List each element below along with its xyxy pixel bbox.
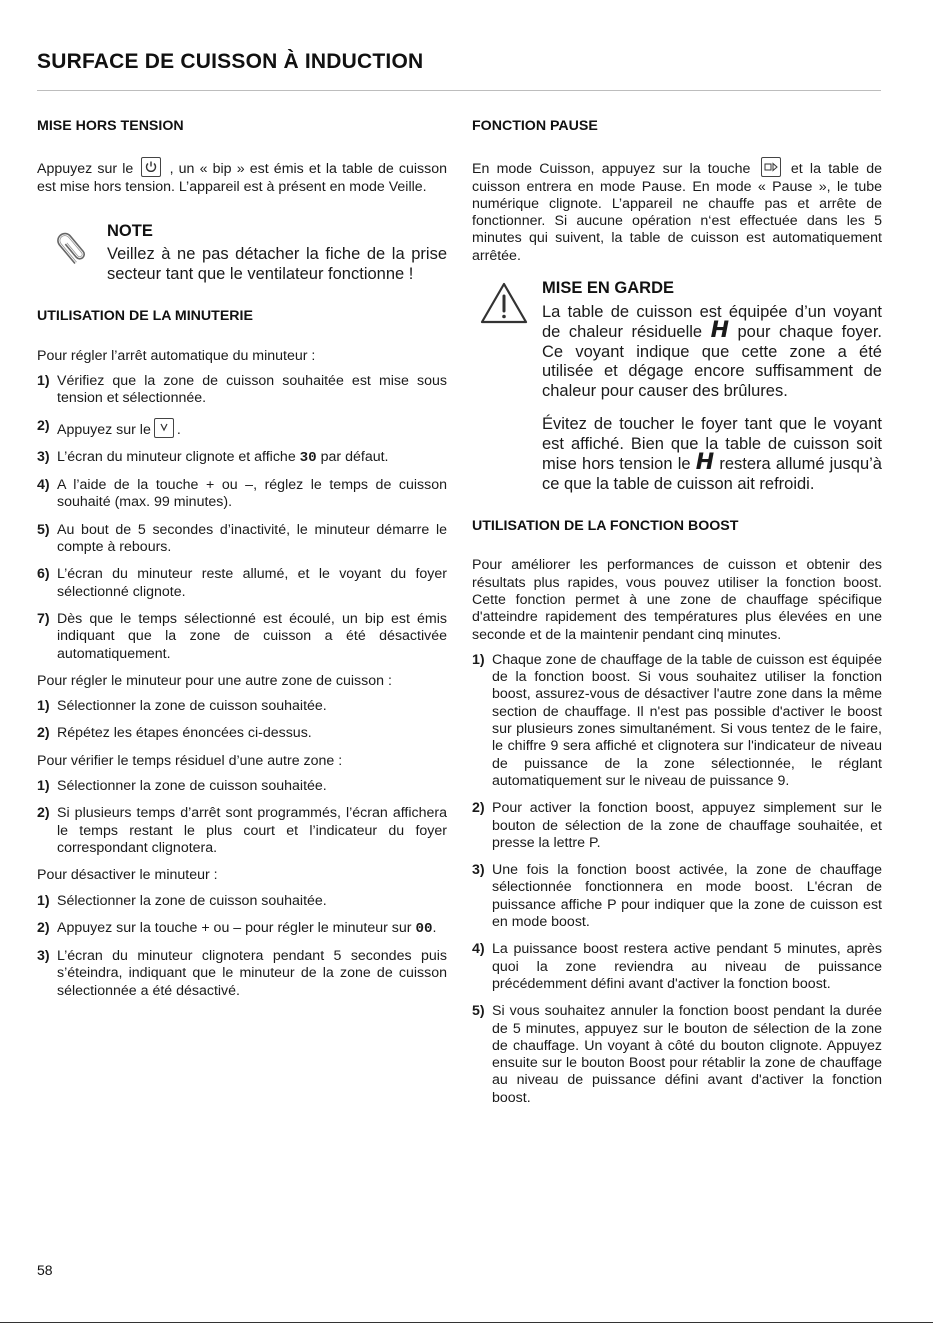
pause-text-after: et la table de cuisson entrera en mode Pause. En mode « Pause », le tube numérique clignote. L’appareil ne chauffe pas et arrête de fonctionner. Si aucune opération n‘est effectuée dans les 5 minutes qui suivent, la table de cuisson est automatiquement arrêtée. bbox=[472, 161, 882, 264]
display-code: 30 bbox=[299, 449, 317, 466]
step-text: Chaque zone de chauffage de la table de cuisson est équipée de la fonction boost. Si vous souhaitez utiliser la fonction boost, assurez-vous de désactiver l'autre zone dans la même section de chauffage. Il n'est pas possible d'activer le boost sur plusieurs zones simultanément. Si vous tentez de le faire, le chiffre 9 sera affiché et clignotera sur l'indicateur de niveau de puissance de la zone sélectionnée, le réglant automatiquement sur le niveau de puissance 9. bbox=[492, 651, 882, 789]
step-text-end: . bbox=[176, 421, 181, 438]
step-text: Si vous souhaitez annuler la fonction boost pendant la durée de 5 minutes, appuyez sur le bouton de sélection de la zone de chauffage. Un voyant à côté du bouton clignote. Appuyez ensuite sur le bouton Boost pour rétablir la zone de chauffage au niveau de puissance défini avant d'activer la fonction boost. bbox=[492, 1003, 882, 1106]
display-code: 00 bbox=[415, 920, 433, 937]
step-number: 1) bbox=[37, 698, 50, 715]
list-item bbox=[37, 449, 447, 467]
list-item bbox=[37, 373, 447, 408]
timer-intro: Pour régler l’arrêt automatique du minuteur : bbox=[37, 347, 316, 364]
pause-text bbox=[472, 157, 882, 265]
power-off-heading: MISE HORS TENSION bbox=[37, 118, 184, 134]
step-number: 3) bbox=[37, 448, 50, 465]
step-number: 2) bbox=[37, 919, 50, 936]
pause-heading: FONCTION PAUSE bbox=[472, 118, 598, 134]
power-key-icon bbox=[141, 157, 161, 177]
note-callout bbox=[37, 222, 447, 285]
warning-paragraph-2 bbox=[542, 415, 882, 494]
power-off-text-before: Appuyez sur le bbox=[37, 161, 134, 178]
step-text: Si plusieurs temps d’arrêt sont programmés, l’écran affichera le temps restant le plus court et l’indicateur du foyer correspondant clignotera. bbox=[57, 805, 447, 856]
step-number: 7) bbox=[37, 610, 50, 627]
list-item bbox=[472, 941, 882, 993]
pause-key-icon bbox=[761, 157, 781, 177]
residual-heat-glyph: H bbox=[710, 318, 729, 344]
warning-text: La table de cuisson est équipée d’un voyant de chaleur résiduelle bbox=[542, 302, 882, 342]
list-item bbox=[472, 652, 882, 790]
other-zone-intro: Pour régler le minuteur pour une autre zone de cuisson : bbox=[37, 672, 392, 689]
step-number: 4) bbox=[472, 941, 485, 958]
warning-triangle-icon bbox=[480, 281, 528, 330]
list-item bbox=[37, 948, 447, 1000]
list-item bbox=[37, 778, 447, 795]
list-item bbox=[37, 522, 447, 557]
step-number: 2) bbox=[37, 725, 50, 742]
step-number: 2) bbox=[37, 417, 50, 434]
disable-steps bbox=[37, 893, 447, 1000]
step-number: 1) bbox=[472, 651, 485, 668]
step-text: Appuyez sur la touche + ou – pour régler le minuteur sur bbox=[57, 919, 412, 936]
step-number: 5) bbox=[472, 1003, 485, 1020]
step-number: 1) bbox=[37, 372, 50, 389]
warning-paragraph-1 bbox=[542, 303, 882, 402]
step-number: 2) bbox=[37, 805, 50, 822]
title-divider bbox=[37, 90, 881, 91]
step-text: Sélectionner la zone de cuisson souhaitée. bbox=[57, 892, 327, 909]
warning-text: pour chaque foyer. Ce voyant indique que cette zone a été utilisée et dégage encore suffisamment de chaleur pour causer des brûlures. bbox=[542, 323, 882, 400]
list-item bbox=[37, 920, 447, 938]
step-text: L’écran du minuteur reste allumé, et le voyant du foyer sélectionné clignote. bbox=[57, 566, 447, 600]
step-number: 3) bbox=[472, 862, 485, 879]
list-item bbox=[37, 566, 447, 601]
check-steps bbox=[37, 778, 447, 857]
step-number: 3) bbox=[37, 948, 50, 965]
list-item bbox=[37, 611, 447, 663]
step-text: Dès que le temps sélectionné est écoulé, un bip est émis indiquant que la zone de cuisson a été désactivée automatiquement. bbox=[57, 610, 447, 662]
step-text: Appuyez sur le bbox=[57, 421, 151, 438]
boost-intro: Pour améliorer les performances de cuisson et obtenir des résultats plus rapides, vous pouvez utiliser la fonction boost. Cette fonction permet à une zone de chauffage spécifique d'atteindre rapidement des températures plus élevées en une seconde et de la maintenir pendant cinq minutes. bbox=[472, 557, 882, 643]
step-text: L’écran du minuteur clignote et affiche bbox=[57, 448, 296, 465]
step-text: Une fois la fonction boost activée, la zone de chauffage sélectionnée fonctionnera en mode boost. L'écran de puissance affiche P pour indiquer que la zone de cuisson est en mode boost. bbox=[492, 862, 882, 931]
page-number: 58 bbox=[37, 1262, 53, 1278]
step-number: 1) bbox=[37, 892, 50, 909]
step-text-end: . bbox=[432, 919, 437, 936]
list-item bbox=[37, 698, 447, 715]
list-item bbox=[472, 862, 882, 931]
list-item bbox=[37, 805, 447, 857]
list-item bbox=[472, 1003, 882, 1107]
power-off-text-after: , un « bip » est émis et la table de cuisson est mise hors tension. L’appareil est à présent en mode Veille. bbox=[37, 161, 448, 195]
list-item bbox=[37, 893, 447, 910]
timer-steps bbox=[37, 373, 447, 663]
step-text: A l’aide de la touche + ou –, réglez le temps de cuisson souhaité (max. 99 minutes). bbox=[57, 477, 447, 511]
step-text-end: par défaut. bbox=[320, 448, 389, 465]
step-text: Au bout de 5 secondes d’inactivité, le minuteur démarre le compte à rebours. bbox=[57, 521, 447, 556]
step-number: 1) bbox=[37, 778, 50, 795]
boost-heading: UTILISATION DE LA FONCTION BOOST bbox=[472, 518, 739, 535]
page-title: SURFACE DE CUISSON À INDUCTION bbox=[37, 50, 424, 73]
step-text: Pour activer la fonction boost, appuyez simplement sur le bouton de sélection de la zone de chauffage souhaitée, et presse la lettre P. bbox=[492, 800, 882, 851]
list-item bbox=[37, 477, 447, 512]
step-text: L’écran du minuteur clignotera pendant 5 secondes puis s’éteindra, indiquant que le minuteur de la zone de cuisson sélectionnée a été désactivé. bbox=[57, 948, 447, 999]
list-item bbox=[472, 800, 882, 852]
note-text: Veillez à ne pas détacher la fiche de la prise secteur tant que le ventilateur fonctionne ! bbox=[107, 245, 447, 283]
warning-heading: MISE EN GARDE bbox=[542, 279, 675, 298]
boost-steps bbox=[472, 652, 882, 1107]
step-number: 4) bbox=[37, 477, 50, 494]
warning-callout bbox=[472, 279, 882, 494]
step-text: La puissance boost restera active pendant 5 minutes, après quoi la zone reviendra au niveau de puissance précédemment défini avant d'activer la fonction boost. bbox=[492, 941, 882, 992]
disable-intro: Pour désactiver le minuteur : bbox=[37, 867, 218, 884]
step-text: Sélectionner la zone de cuisson souhaitée. bbox=[57, 698, 327, 715]
timer-heading: UTILISATION DE LA MINUTERIE bbox=[37, 308, 253, 325]
paperclip-icon bbox=[51, 228, 93, 275]
left-column bbox=[37, 118, 447, 1010]
bottom-divider bbox=[0, 1322, 933, 1323]
list-item bbox=[37, 725, 447, 742]
timer-key-icon bbox=[154, 418, 174, 438]
residual-heat-glyph: H bbox=[695, 450, 715, 476]
note-heading: NOTE bbox=[107, 221, 153, 240]
warning-text: restera allumé jusqu’à ce que la table de cuisson ait refroidi. bbox=[542, 455, 882, 493]
step-text: Vérifiez que la zone de cuisson souhaitée est mise sous tension et sélectionnée. bbox=[57, 372, 447, 407]
warning-text: Évitez de toucher le foyer tant que le voyant est affiché. Bien que la table de cuisson soit mise hors tension le bbox=[542, 415, 882, 474]
right-column bbox=[472, 118, 882, 1117]
step-text: Sélectionner la zone de cuisson souhaitée. bbox=[57, 778, 327, 795]
step-number: 5) bbox=[37, 521, 50, 538]
pause-text-before: En mode Cuisson, appuyez sur la touche bbox=[472, 161, 751, 178]
check-intro: Pour vérifier le temps résiduel d’une autre zone : bbox=[37, 752, 343, 769]
other-zone-steps bbox=[37, 698, 447, 743]
power-off-text bbox=[37, 157, 447, 196]
step-text: Répétez les étapes énoncées ci-dessus. bbox=[57, 725, 312, 742]
step-number: 2) bbox=[472, 800, 485, 817]
list-item bbox=[37, 418, 447, 439]
step-number: 6) bbox=[37, 566, 50, 583]
